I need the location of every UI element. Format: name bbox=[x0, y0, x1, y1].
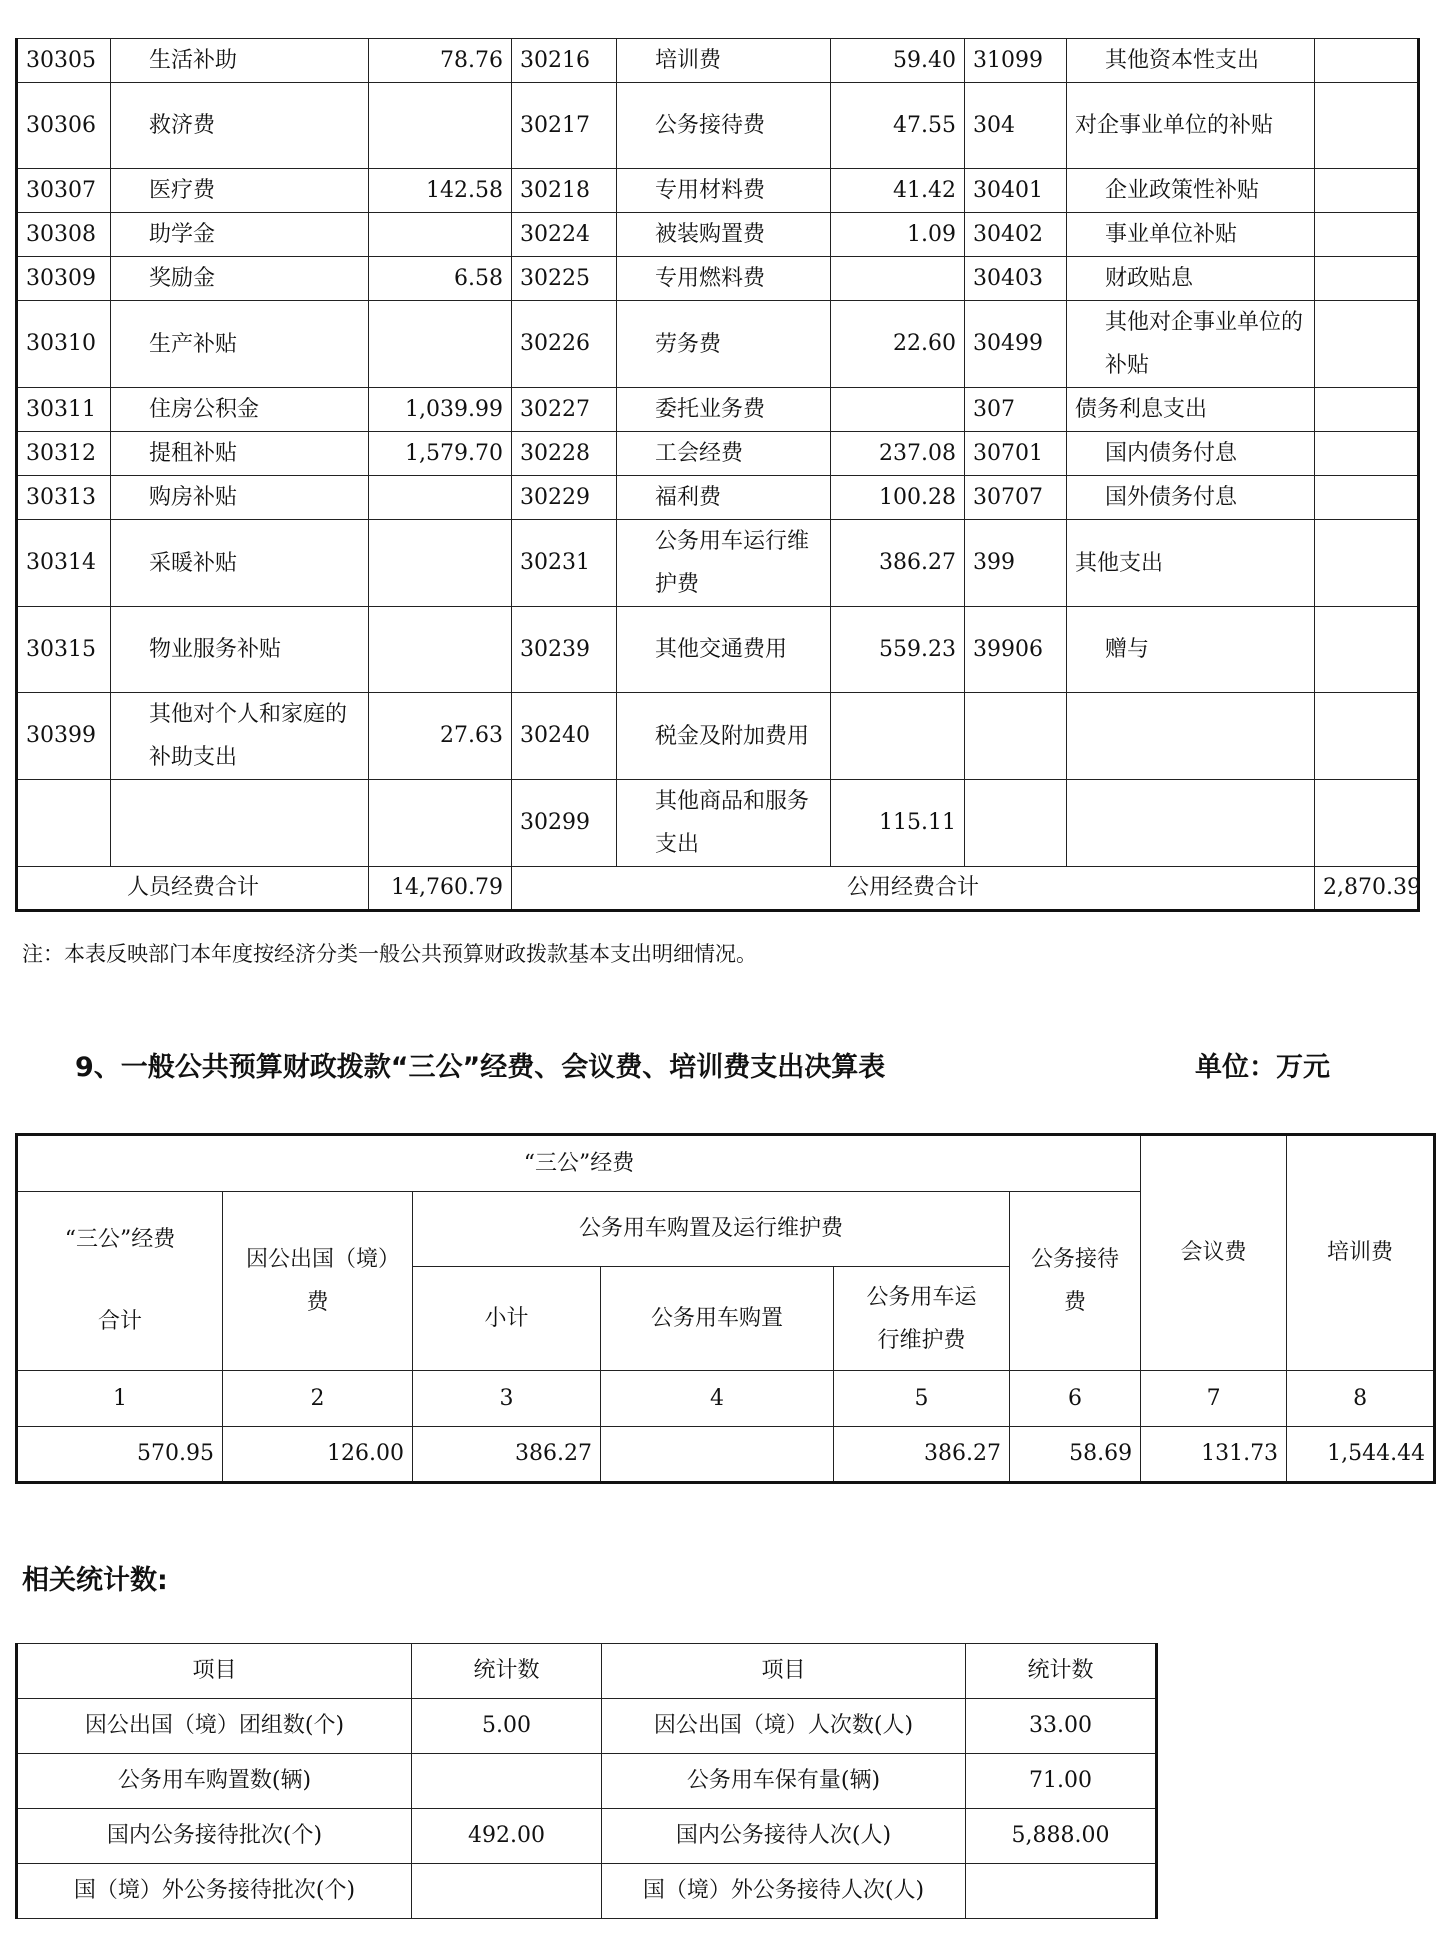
econ-amount bbox=[369, 83, 512, 169]
econ-code: 30231 bbox=[512, 520, 617, 607]
sangong-value: 386.27 bbox=[413, 1427, 601, 1483]
sangong-table bbox=[15, 1133, 1436, 1484]
column-number-row bbox=[17, 1371, 1435, 1427]
stats-item: 因公出国（境）团组数(个) bbox=[17, 1699, 412, 1754]
expense-total-row bbox=[17, 867, 1419, 911]
stats-count bbox=[966, 1864, 1157, 1919]
vehicle-purchase-header: 公务用车购置 bbox=[601, 1267, 834, 1371]
reception-header: 公务接待费 bbox=[1010, 1192, 1141, 1371]
econ-name: 购房补贴 bbox=[111, 476, 369, 520]
econ-code: 304 bbox=[965, 83, 1067, 169]
sangong-value: 58.69 bbox=[1010, 1427, 1141, 1483]
stats-item: 公务用车保有量(辆) bbox=[602, 1754, 966, 1809]
econ-name: 救济费 bbox=[111, 83, 369, 169]
econ-amount: 1,579.70 bbox=[369, 432, 512, 476]
econ-name: 劳务费 bbox=[617, 301, 831, 388]
vehicle-header: 公务用车购置及运行维护费 bbox=[413, 1192, 1010, 1267]
stats-item: 国（境）外公务接待人次(人) bbox=[602, 1864, 966, 1919]
econ-name: 专用燃料费 bbox=[617, 257, 831, 301]
econ-name: 被装购置费 bbox=[617, 213, 831, 257]
econ-code: 307 bbox=[965, 388, 1067, 432]
econ-name: 提租补贴 bbox=[111, 432, 369, 476]
econ-amount bbox=[369, 780, 512, 867]
econ-code: 30401 bbox=[965, 169, 1067, 213]
econ-code: 30314 bbox=[17, 520, 111, 607]
econ-amount bbox=[1315, 520, 1419, 607]
econ-amount bbox=[1315, 693, 1419, 780]
econ-code: 30307 bbox=[17, 169, 111, 213]
table-row bbox=[17, 39, 1419, 83]
econ-code: 30701 bbox=[965, 432, 1067, 476]
econ-name: 生产补贴 bbox=[111, 301, 369, 388]
econ-code bbox=[965, 780, 1067, 867]
econ-name: 物业服务补贴 bbox=[111, 607, 369, 693]
econ-name: 赠与 bbox=[1067, 607, 1315, 693]
econ-code: 30239 bbox=[512, 607, 617, 693]
econ-code: 30216 bbox=[512, 39, 617, 83]
expense-detail-table bbox=[15, 38, 1420, 912]
econ-amount: 59.40 bbox=[831, 39, 965, 83]
econ-code: 30305 bbox=[17, 39, 111, 83]
econ-name: 公务接待费 bbox=[617, 83, 831, 169]
stats-item: 公务用车购置数(辆) bbox=[17, 1754, 412, 1809]
stats-row bbox=[17, 1809, 1157, 1864]
econ-name: 生活补助 bbox=[111, 39, 369, 83]
econ-amount bbox=[1315, 83, 1419, 169]
econ-amount bbox=[1315, 169, 1419, 213]
econ-amount: 22.60 bbox=[831, 301, 965, 388]
stats-count: 33.00 bbox=[966, 1699, 1157, 1754]
econ-amount bbox=[1315, 39, 1419, 83]
public-total-label: 公用经费合计 bbox=[512, 867, 1315, 911]
personnel-total-label: 人员经费合计 bbox=[17, 867, 369, 911]
column-number: 8 bbox=[1287, 1371, 1435, 1427]
public-total-value: 2,870.39 bbox=[1315, 867, 1419, 911]
econ-amount: 115.11 bbox=[831, 780, 965, 867]
econ-code: 30403 bbox=[965, 257, 1067, 301]
econ-code: 30229 bbox=[512, 476, 617, 520]
stats-row bbox=[17, 1864, 1157, 1919]
econ-amount bbox=[1315, 476, 1419, 520]
econ-name: 奖励金 bbox=[111, 257, 369, 301]
econ-name: 福利费 bbox=[617, 476, 831, 520]
econ-amount bbox=[369, 213, 512, 257]
econ-code: 30228 bbox=[512, 432, 617, 476]
econ-amount bbox=[1315, 301, 1419, 388]
stats-row bbox=[17, 1754, 1157, 1809]
econ-code: 30399 bbox=[17, 693, 111, 780]
column-number: 7 bbox=[1141, 1371, 1287, 1427]
econ-amount bbox=[1315, 388, 1419, 432]
stats-count: 492.00 bbox=[412, 1809, 602, 1864]
econ-amount: 1,039.99 bbox=[369, 388, 512, 432]
stats-item: 国（境）外公务接待批次(个) bbox=[17, 1864, 412, 1919]
econ-code: 30217 bbox=[512, 83, 617, 169]
econ-code: 30308 bbox=[17, 213, 111, 257]
econ-name: 对企事业单位的补贴 bbox=[1067, 83, 1315, 169]
econ-name bbox=[1067, 693, 1315, 780]
stats-title: 相关统计数: bbox=[22, 1565, 168, 1596]
stats-item: 国内公务接待批次(个) bbox=[17, 1809, 412, 1864]
econ-code: 30309 bbox=[17, 257, 111, 301]
table-row bbox=[17, 476, 1419, 520]
econ-name: 采暖补贴 bbox=[111, 520, 369, 607]
sangong-total-header-line2: 合计 bbox=[97, 1309, 142, 1334]
econ-amount bbox=[831, 257, 965, 301]
sangong-header: “三公”经费 bbox=[17, 1135, 1141, 1192]
econ-code: 30226 bbox=[512, 301, 617, 388]
econ-amount: 41.42 bbox=[831, 169, 965, 213]
sangong-value: 570.95 bbox=[17, 1427, 223, 1483]
column-number: 3 bbox=[413, 1371, 601, 1427]
column-number: 1 bbox=[17, 1371, 223, 1427]
econ-amount: 47.55 bbox=[831, 83, 965, 169]
sangong-value: 126.00 bbox=[223, 1427, 413, 1483]
econ-amount bbox=[1315, 257, 1419, 301]
stats-item: 因公出国（境）人次数(人) bbox=[602, 1699, 966, 1754]
econ-name: 国外债务付息 bbox=[1067, 476, 1315, 520]
econ-amount bbox=[1315, 213, 1419, 257]
econ-code: 30402 bbox=[965, 213, 1067, 257]
econ-amount: 6.58 bbox=[369, 257, 512, 301]
training-header: 培训费 bbox=[1287, 1135, 1435, 1371]
column-number: 6 bbox=[1010, 1371, 1141, 1427]
sangong-value: 1,544.44 bbox=[1287, 1427, 1435, 1483]
table-row bbox=[17, 780, 1419, 867]
table-row bbox=[17, 257, 1419, 301]
stats-item-header-2: 项目 bbox=[602, 1644, 966, 1699]
econ-code: 30312 bbox=[17, 432, 111, 476]
econ-amount: 237.08 bbox=[831, 432, 965, 476]
econ-name: 国内债务付息 bbox=[1067, 432, 1315, 476]
econ-amount: 100.28 bbox=[831, 476, 965, 520]
econ-name bbox=[1067, 780, 1315, 867]
econ-name: 公务用车运行维护费 bbox=[617, 520, 831, 607]
econ-code: 30227 bbox=[512, 388, 617, 432]
econ-amount bbox=[1315, 432, 1419, 476]
column-number: 5 bbox=[834, 1371, 1010, 1427]
stats-item: 国内公务接待人次(人) bbox=[602, 1809, 966, 1864]
econ-name: 助学金 bbox=[111, 213, 369, 257]
unit-label: 单位：万元 bbox=[1195, 1052, 1330, 1083]
econ-code: 31099 bbox=[965, 39, 1067, 83]
econ-name: 培训费 bbox=[617, 39, 831, 83]
table-row bbox=[17, 301, 1419, 388]
value-row bbox=[17, 1427, 1435, 1483]
econ-name: 其他对个人和家庭的补助支出 bbox=[111, 693, 369, 780]
econ-code: 30306 bbox=[17, 83, 111, 169]
econ-name: 债务利息支出 bbox=[1067, 388, 1315, 432]
econ-name: 其他资本性支出 bbox=[1067, 39, 1315, 83]
econ-code: 30225 bbox=[512, 257, 617, 301]
table-row bbox=[17, 520, 1419, 607]
econ-name bbox=[111, 780, 369, 867]
column-number: 4 bbox=[601, 1371, 834, 1427]
table-row bbox=[17, 607, 1419, 693]
econ-name: 住房公积金 bbox=[111, 388, 369, 432]
stats-item-header-1: 项目 bbox=[17, 1644, 412, 1699]
econ-code: 30707 bbox=[965, 476, 1067, 520]
econ-name: 事业单位补贴 bbox=[1067, 213, 1315, 257]
table-row bbox=[17, 213, 1419, 257]
econ-amount: 386.27 bbox=[831, 520, 965, 607]
econ-name: 专用材料费 bbox=[617, 169, 831, 213]
section-title: 9、一般公共预算财政拨款“三公”经费、会议费、培训费支出决算表 bbox=[75, 1052, 886, 1083]
column-number: 2 bbox=[223, 1371, 413, 1427]
econ-name: 税金及附加费用 bbox=[617, 693, 831, 780]
econ-amount bbox=[369, 520, 512, 607]
econ-name: 工会经费 bbox=[617, 432, 831, 476]
sangong-total-header bbox=[17, 1192, 223, 1371]
sangong-value: 386.27 bbox=[834, 1427, 1010, 1483]
econ-name: 其他对企事业单位的补贴 bbox=[1067, 301, 1315, 388]
econ-code: 30240 bbox=[512, 693, 617, 780]
econ-code: 399 bbox=[965, 520, 1067, 607]
econ-amount bbox=[369, 607, 512, 693]
econ-code: 30299 bbox=[512, 780, 617, 867]
econ-code: 30499 bbox=[965, 301, 1067, 388]
econ-name: 其他商品和服务支出 bbox=[617, 780, 831, 867]
econ-amount bbox=[1315, 780, 1419, 867]
econ-code bbox=[965, 693, 1067, 780]
econ-code: 30310 bbox=[17, 301, 111, 388]
sangong-value bbox=[601, 1427, 834, 1483]
econ-code: 30313 bbox=[17, 476, 111, 520]
meeting-header: 会议费 bbox=[1141, 1135, 1287, 1371]
vehicle-subtotal-header: 小计 bbox=[413, 1267, 601, 1371]
econ-amount bbox=[1315, 607, 1419, 693]
table-note: 注：本表反映部门本年度按经济分类一般公共预算财政拨款基本支出明细情况。 bbox=[22, 942, 757, 966]
stats-count-header-2: 统计数 bbox=[966, 1644, 1157, 1699]
econ-amount bbox=[369, 301, 512, 388]
stats-count bbox=[412, 1864, 602, 1919]
table-row bbox=[17, 432, 1419, 476]
econ-amount bbox=[831, 388, 965, 432]
econ-name: 财政贴息 bbox=[1067, 257, 1315, 301]
econ-code: 30311 bbox=[17, 388, 111, 432]
econ-name: 医疗费 bbox=[111, 169, 369, 213]
econ-amount: 27.63 bbox=[369, 693, 512, 780]
econ-amount bbox=[831, 693, 965, 780]
stats-count: 5,888.00 bbox=[966, 1809, 1157, 1864]
sangong-value: 131.73 bbox=[1141, 1427, 1287, 1483]
abroad-header: 因公出国（境）费 bbox=[223, 1192, 413, 1371]
econ-amount: 559.23 bbox=[831, 607, 965, 693]
econ-amount: 142.58 bbox=[369, 169, 512, 213]
personnel-total-value: 14,760.79 bbox=[369, 867, 512, 911]
table-row bbox=[17, 693, 1419, 780]
stats-table bbox=[15, 1643, 1158, 1919]
stats-rows bbox=[17, 1699, 1157, 1919]
stats-header-row bbox=[17, 1644, 1157, 1699]
table-row bbox=[17, 83, 1419, 169]
expense-rows bbox=[17, 39, 1419, 867]
table-row bbox=[17, 388, 1419, 432]
econ-code: 30218 bbox=[512, 169, 617, 213]
sangong-total-header-line1: “三公”经费 bbox=[64, 1227, 176, 1252]
vehicle-operation-header: 公务用车运行维护费 bbox=[834, 1267, 1010, 1371]
table-row bbox=[17, 169, 1419, 213]
econ-name: 其他交通费用 bbox=[617, 607, 831, 693]
stats-count: 71.00 bbox=[966, 1754, 1157, 1809]
econ-amount: 78.76 bbox=[369, 39, 512, 83]
econ-amount: 1.09 bbox=[831, 213, 965, 257]
econ-name: 委托业务费 bbox=[617, 388, 831, 432]
stats-count-header-1: 统计数 bbox=[412, 1644, 602, 1699]
econ-amount bbox=[369, 476, 512, 520]
stats-row bbox=[17, 1699, 1157, 1754]
econ-code: 39906 bbox=[965, 607, 1067, 693]
stats-count bbox=[412, 1754, 602, 1809]
stats-count: 5.00 bbox=[412, 1699, 602, 1754]
econ-code bbox=[17, 780, 111, 867]
econ-name: 企业政策性补贴 bbox=[1067, 169, 1315, 213]
econ-name: 其他支出 bbox=[1067, 520, 1315, 607]
econ-code: 30224 bbox=[512, 213, 617, 257]
econ-code: 30315 bbox=[17, 607, 111, 693]
